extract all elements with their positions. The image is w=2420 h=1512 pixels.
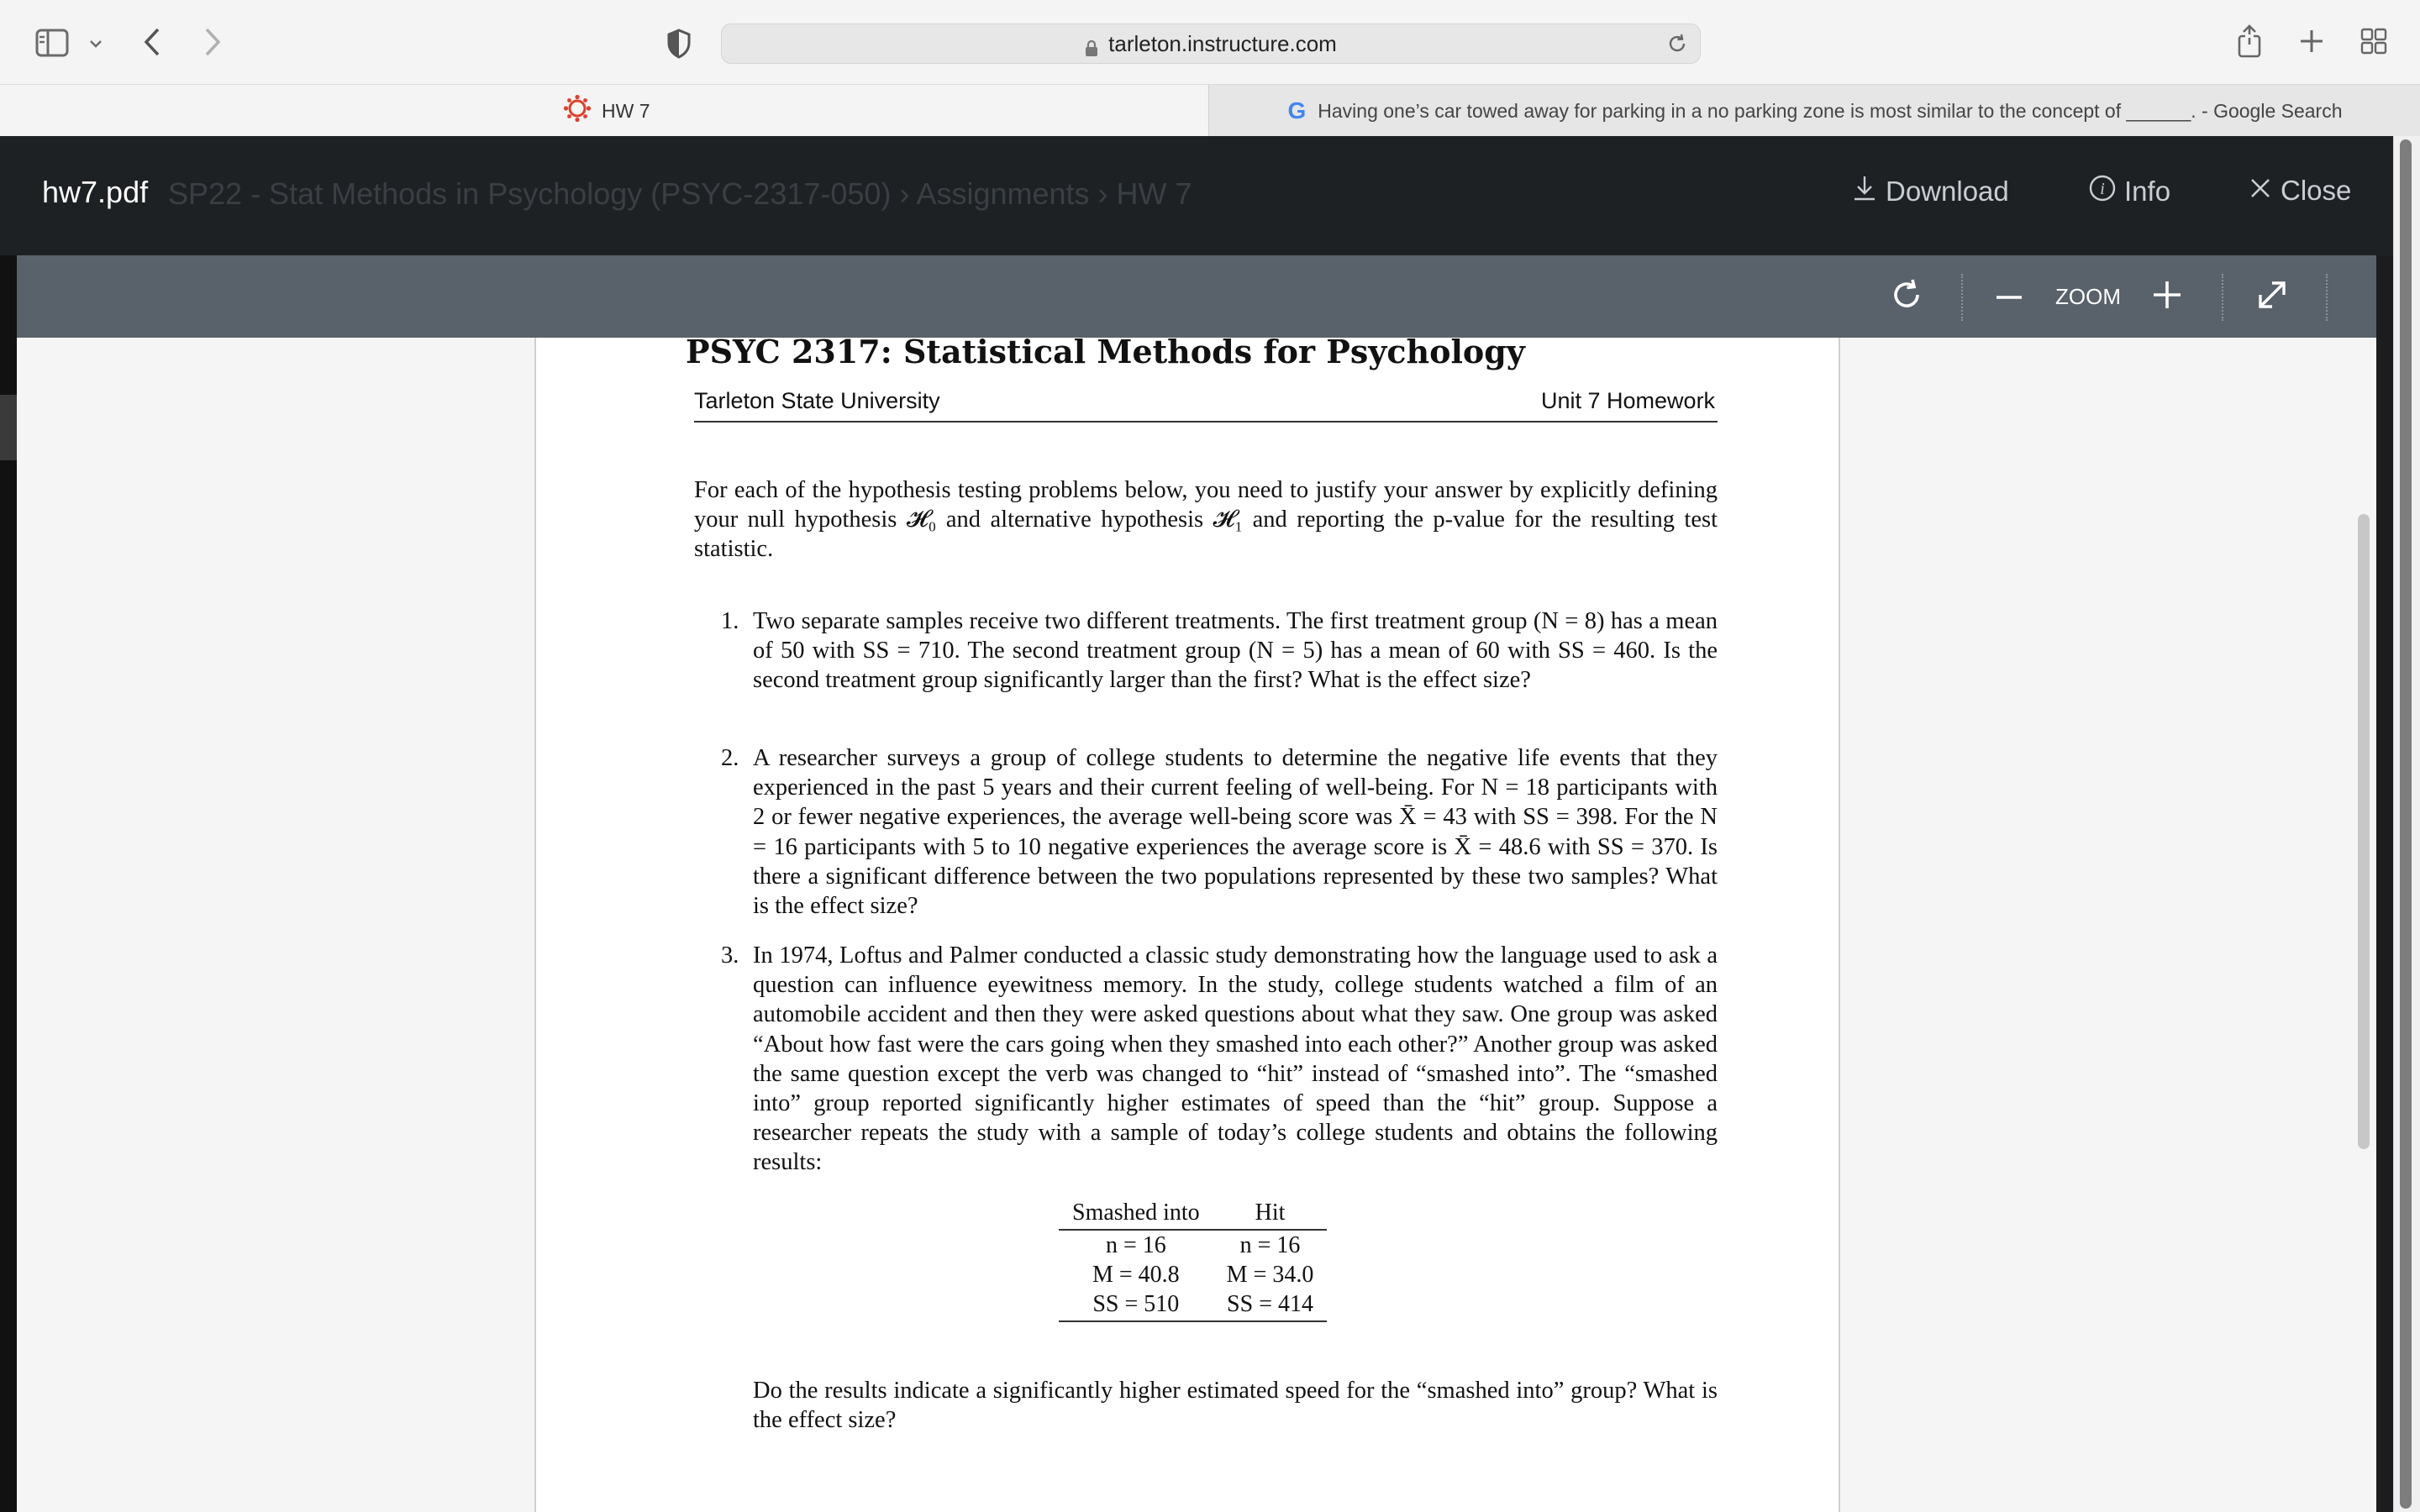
zoom-in-button[interactable] (2146, 255, 2188, 338)
table-cell: n = 16 (1105, 1232, 1166, 1258)
download-icon (1852, 175, 1877, 208)
canvas-logo-icon (563, 94, 592, 128)
rotate-button[interactable] (1882, 255, 1933, 338)
new-tab-icon[interactable] (2297, 27, 2326, 55)
close-icon (2249, 175, 2272, 207)
file-name: hw7.pdf (42, 175, 149, 209)
sidebar-toggle-icon[interactable] (34, 27, 71, 59)
tab-title: Having one’s car towed away for parking in a no parking zone is most similar to the concept of ______. - Google Search (1318, 99, 2343, 122)
close-label: Close (2281, 175, 2352, 206)
tab-overview-icon[interactable] (2360, 27, 2388, 55)
table-row (1059, 1260, 1327, 1289)
back-icon[interactable] (138, 24, 166, 60)
table-cell: SS = 414 (1213, 1289, 1328, 1321)
privacy-shield-icon[interactable] (664, 27, 694, 60)
address-bar[interactable] (721, 24, 1701, 64)
question-number: 3. (721, 942, 739, 969)
question-2-text: A researcher surveys a group of college students to determine the negative life events that they experienced in the past 5 years and their current feeling of well-being. For N = 18 participants with 2 or fewer negative experiences, the average well-being score was X̄ = 43 with SS = 398. For the N = 16 participants with 5 to 10 negative experiences the average score is X̄ = 48.6 with SS = 370. Is there a significant difference between the two populations represented by these two samples? What is the effect size? (753, 745, 1718, 920)
share-icon[interactable] (2235, 22, 2264, 60)
tab-title: HW 7 (602, 99, 650, 122)
rotate-icon (1889, 276, 1926, 318)
table-header-row (1059, 1197, 1327, 1230)
google-icon: G (1287, 97, 1307, 123)
table-row (1059, 1230, 1327, 1260)
tab-google-search[interactable] (1208, 85, 2420, 137)
left-edge-handle (0, 395, 17, 460)
plus-icon (2153, 281, 2181, 313)
background-breadcrumb: SP22 - Stat Methods in Psychology (PSYC-2317-050) › Assignments › HW 7 (168, 176, 1192, 211)
table-cell: M = 40.8 (1092, 1262, 1180, 1288)
minus-icon (1996, 289, 2023, 304)
browser-toolbar (0, 0, 2420, 84)
close-button[interactable] (2249, 175, 2351, 207)
page-scrollbar[interactable] (2400, 139, 2412, 1509)
tab-bar (0, 84, 2420, 137)
tab-hw7[interactable] (563, 85, 650, 137)
reload-icon[interactable] (1666, 33, 1688, 60)
info-button[interactable] (2089, 175, 2170, 208)
chevron-down-icon[interactable] (84, 32, 108, 55)
column-header: Smashed into (1059, 1197, 1213, 1230)
info-label: Info (2124, 176, 2171, 207)
results-table (1059, 1197, 1327, 1322)
header-rule (694, 421, 1718, 423)
document-scrollbar[interactable] (2358, 514, 2370, 1149)
toolbar-separator (2222, 274, 2223, 321)
course-title: PSYC 2317: Statistical Methods for Psychology (686, 333, 1525, 370)
info-icon (2089, 175, 2116, 208)
unit-label: Unit 7 Homework (1541, 388, 1716, 413)
toolbar-separator (2326, 274, 2328, 321)
university-name: Tarleton State University (694, 388, 940, 413)
fullscreen-button[interactable] (2249, 255, 2296, 338)
table-cell: n = 16 (1239, 1232, 1301, 1258)
question-3-text: In 1974, Loftus and Palmer conducted a classic study demonstrating how the language used to ask a question can influence eyewitness memory. In the study, college students watched a film of an automobile accident and then they were asked questions about what they saw. One group was asked “About how fast were the cars going when they smashed into each other?” Another group was asked the same question except the verb was changed to “hit” instead of “smashed into”. The “smashed into” group reported significantly higher estimates of speed than the “hit” group. Suppose a researcher repeats the study with a sample of today’s college students and obtains the following results: (753, 942, 1718, 1176)
forward-icon[interactable] (198, 24, 227, 60)
download-button[interactable] (1852, 175, 2009, 208)
question-3-followup: Do the results indicate a significantly higher estimated speed for the “smashed into” group? What is the effect size? (753, 1378, 1718, 1434)
question-number: 2. (721, 745, 739, 771)
table-row (1059, 1289, 1327, 1321)
svg-text:i: i (2100, 180, 2105, 198)
zoom-out-button[interactable] (1988, 255, 2030, 338)
url-text: tarleton.instructure.com (1108, 30, 1337, 56)
instructions-paragraph: For each of the hypothesis testing problems below, you need to justify your answer by explicitly defining your null hypothesis 𝓗₀ and alternative hypothesis 𝓗₁ and reporting the p-value for the resulting test statistic. (694, 477, 1718, 563)
question-number: 1. (721, 608, 739, 634)
zoom-label: ZOOM (2055, 283, 2121, 309)
question-1-text: Two separate samples receive two different treatments. The first treatment group (N = 8) has a mean of 50 with SS = 710. The second treatment group (N = 5) has a mean of 60 with SS = 460. Is the second treatment group significantly larger than the first? What is the effect size? (753, 608, 1718, 694)
toolbar-separator (1961, 274, 1963, 321)
download-label: Download (1886, 176, 2009, 207)
table-cell: M = 34.0 (1226, 1262, 1314, 1288)
lock-icon (1085, 37, 1098, 50)
column-header: Hit (1213, 1197, 1328, 1230)
table-cell: SS = 510 (1059, 1289, 1213, 1321)
expand-icon (2255, 278, 2289, 316)
